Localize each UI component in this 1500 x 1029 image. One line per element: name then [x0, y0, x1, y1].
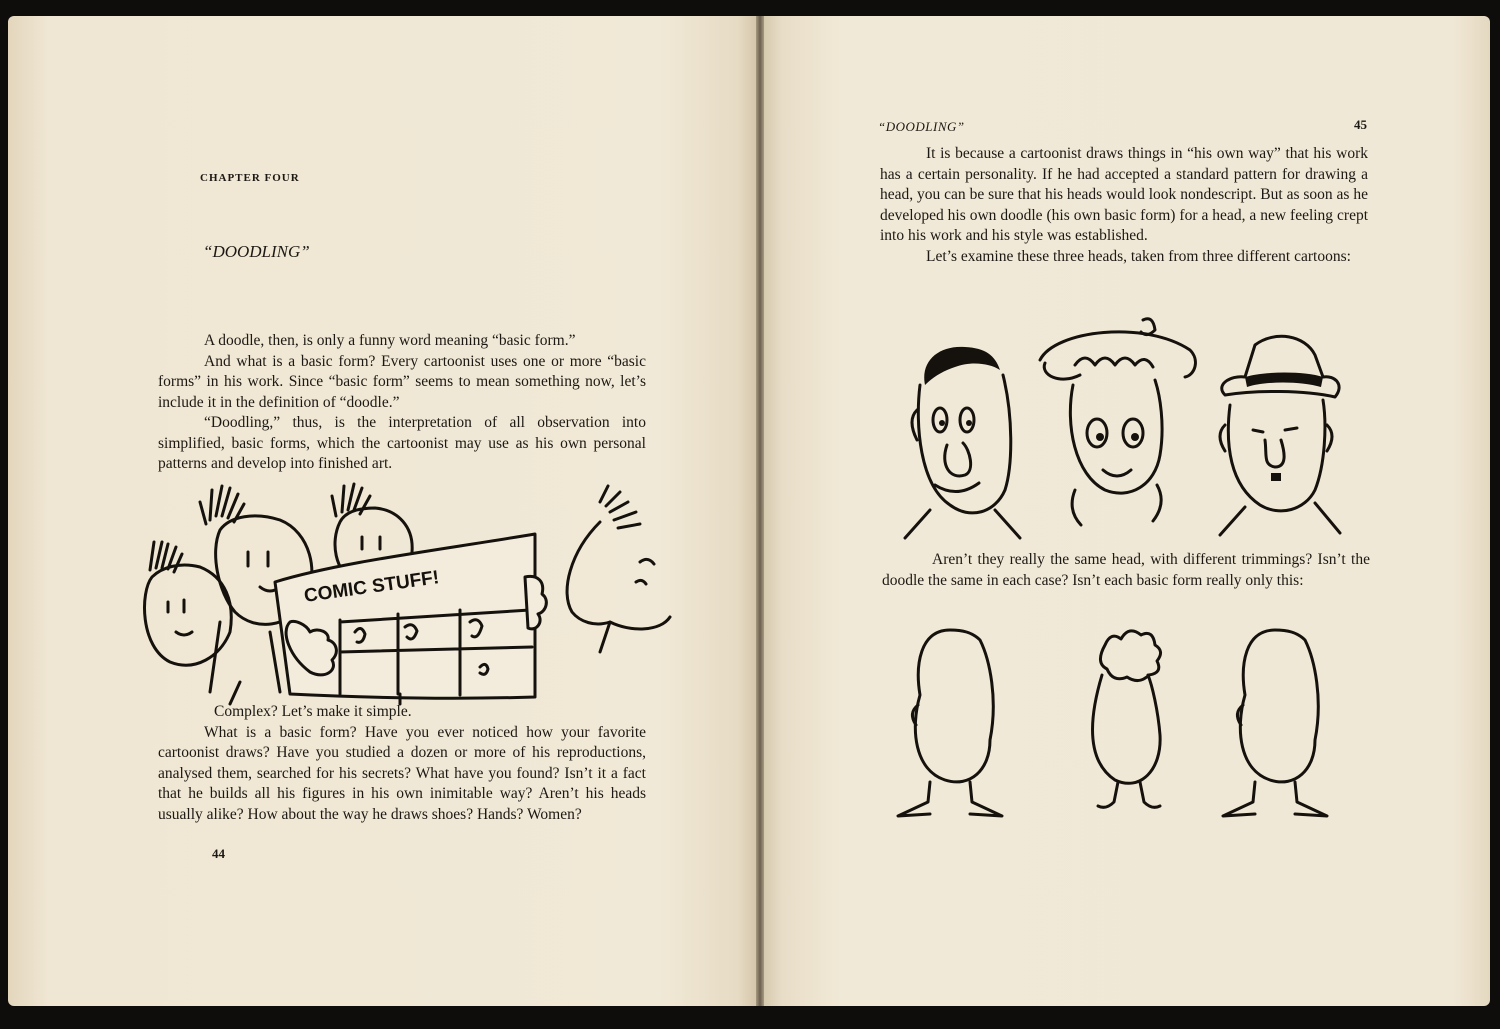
paragraph: What is a basic form? Have you ever noticed how your favorite cartoonist draws? Have you studied a dozen or more of his reproductions, analysed them, searched for his secrets? What have you found? Isn’t it a fact that he builds all his figures in his own inimitable way? Aren’t his heads usually alike? How about the way he draws shoes? Hands? Women?	[158, 723, 646, 823]
right-text-block-top	[880, 144, 1368, 267]
left-text-block-top	[158, 331, 646, 475]
book-gutter	[756, 16, 764, 1006]
left-text-block-bottom	[158, 702, 646, 825]
right-page-number: 45	[1354, 117, 1367, 132]
basic-form-3	[1223, 630, 1327, 816]
paragraph: It is because a cartoonist draws things in “his own way” that his work has a certain personality. If he had accepted a standard pattern for drawing a head, you can be sure that his heads would look nondescript. But as soon as he developed his own doodle (his own basic form) for a head, a new feeling crept into his work and his style was established.	[880, 145, 1368, 244]
paragraph: A doodle, then, is only a funny word meaning “basic form.”	[204, 332, 576, 349]
paragraph: “Doodling,” thus, is the interpretation of all observation into simplified, basic forms, which the cartoonist may use as his own personal patterns and develop into finished art.	[158, 414, 646, 472]
basic-form-2	[1093, 631, 1161, 808]
paragraph: Let’s examine these three heads, taken from three different cartoons:	[926, 247, 1351, 265]
three-cartoon-heads-illustration	[895, 315, 1355, 545]
newspaper-headline: COMIC STUFF!	[302, 567, 441, 607]
left-page-number: 44	[212, 846, 225, 861]
chapter-title: “DOODLING”	[203, 242, 310, 261]
paragraph: Aren’t they really the same head, with different trimmings? Isn’t the doodle the same in each case? Isn’t each basic form really only this:	[882, 551, 1370, 589]
right-text-block-bottom	[882, 550, 1370, 591]
basic-forms-illustration	[890, 620, 1360, 830]
basic-form-1	[898, 630, 1002, 816]
man-head-drawing	[905, 347, 1020, 538]
paragraph: And what is a basic form? Every cartoonist uses one or more “basic forms” in his work. Since “basic form” seems to mean something now, let’s include it in the definition of “doodle.”	[158, 352, 646, 411]
running-head: “DOODLING”	[878, 119, 965, 134]
newspaper-readers-illustration	[140, 482, 670, 704]
chapter-label: CHAPTER FOUR	[200, 172, 300, 184]
paragraph: Complex? Let’s make it simple.	[214, 703, 412, 720]
cowboy-head-drawing	[1220, 336, 1340, 535]
woman-head-drawing	[1040, 319, 1195, 525]
